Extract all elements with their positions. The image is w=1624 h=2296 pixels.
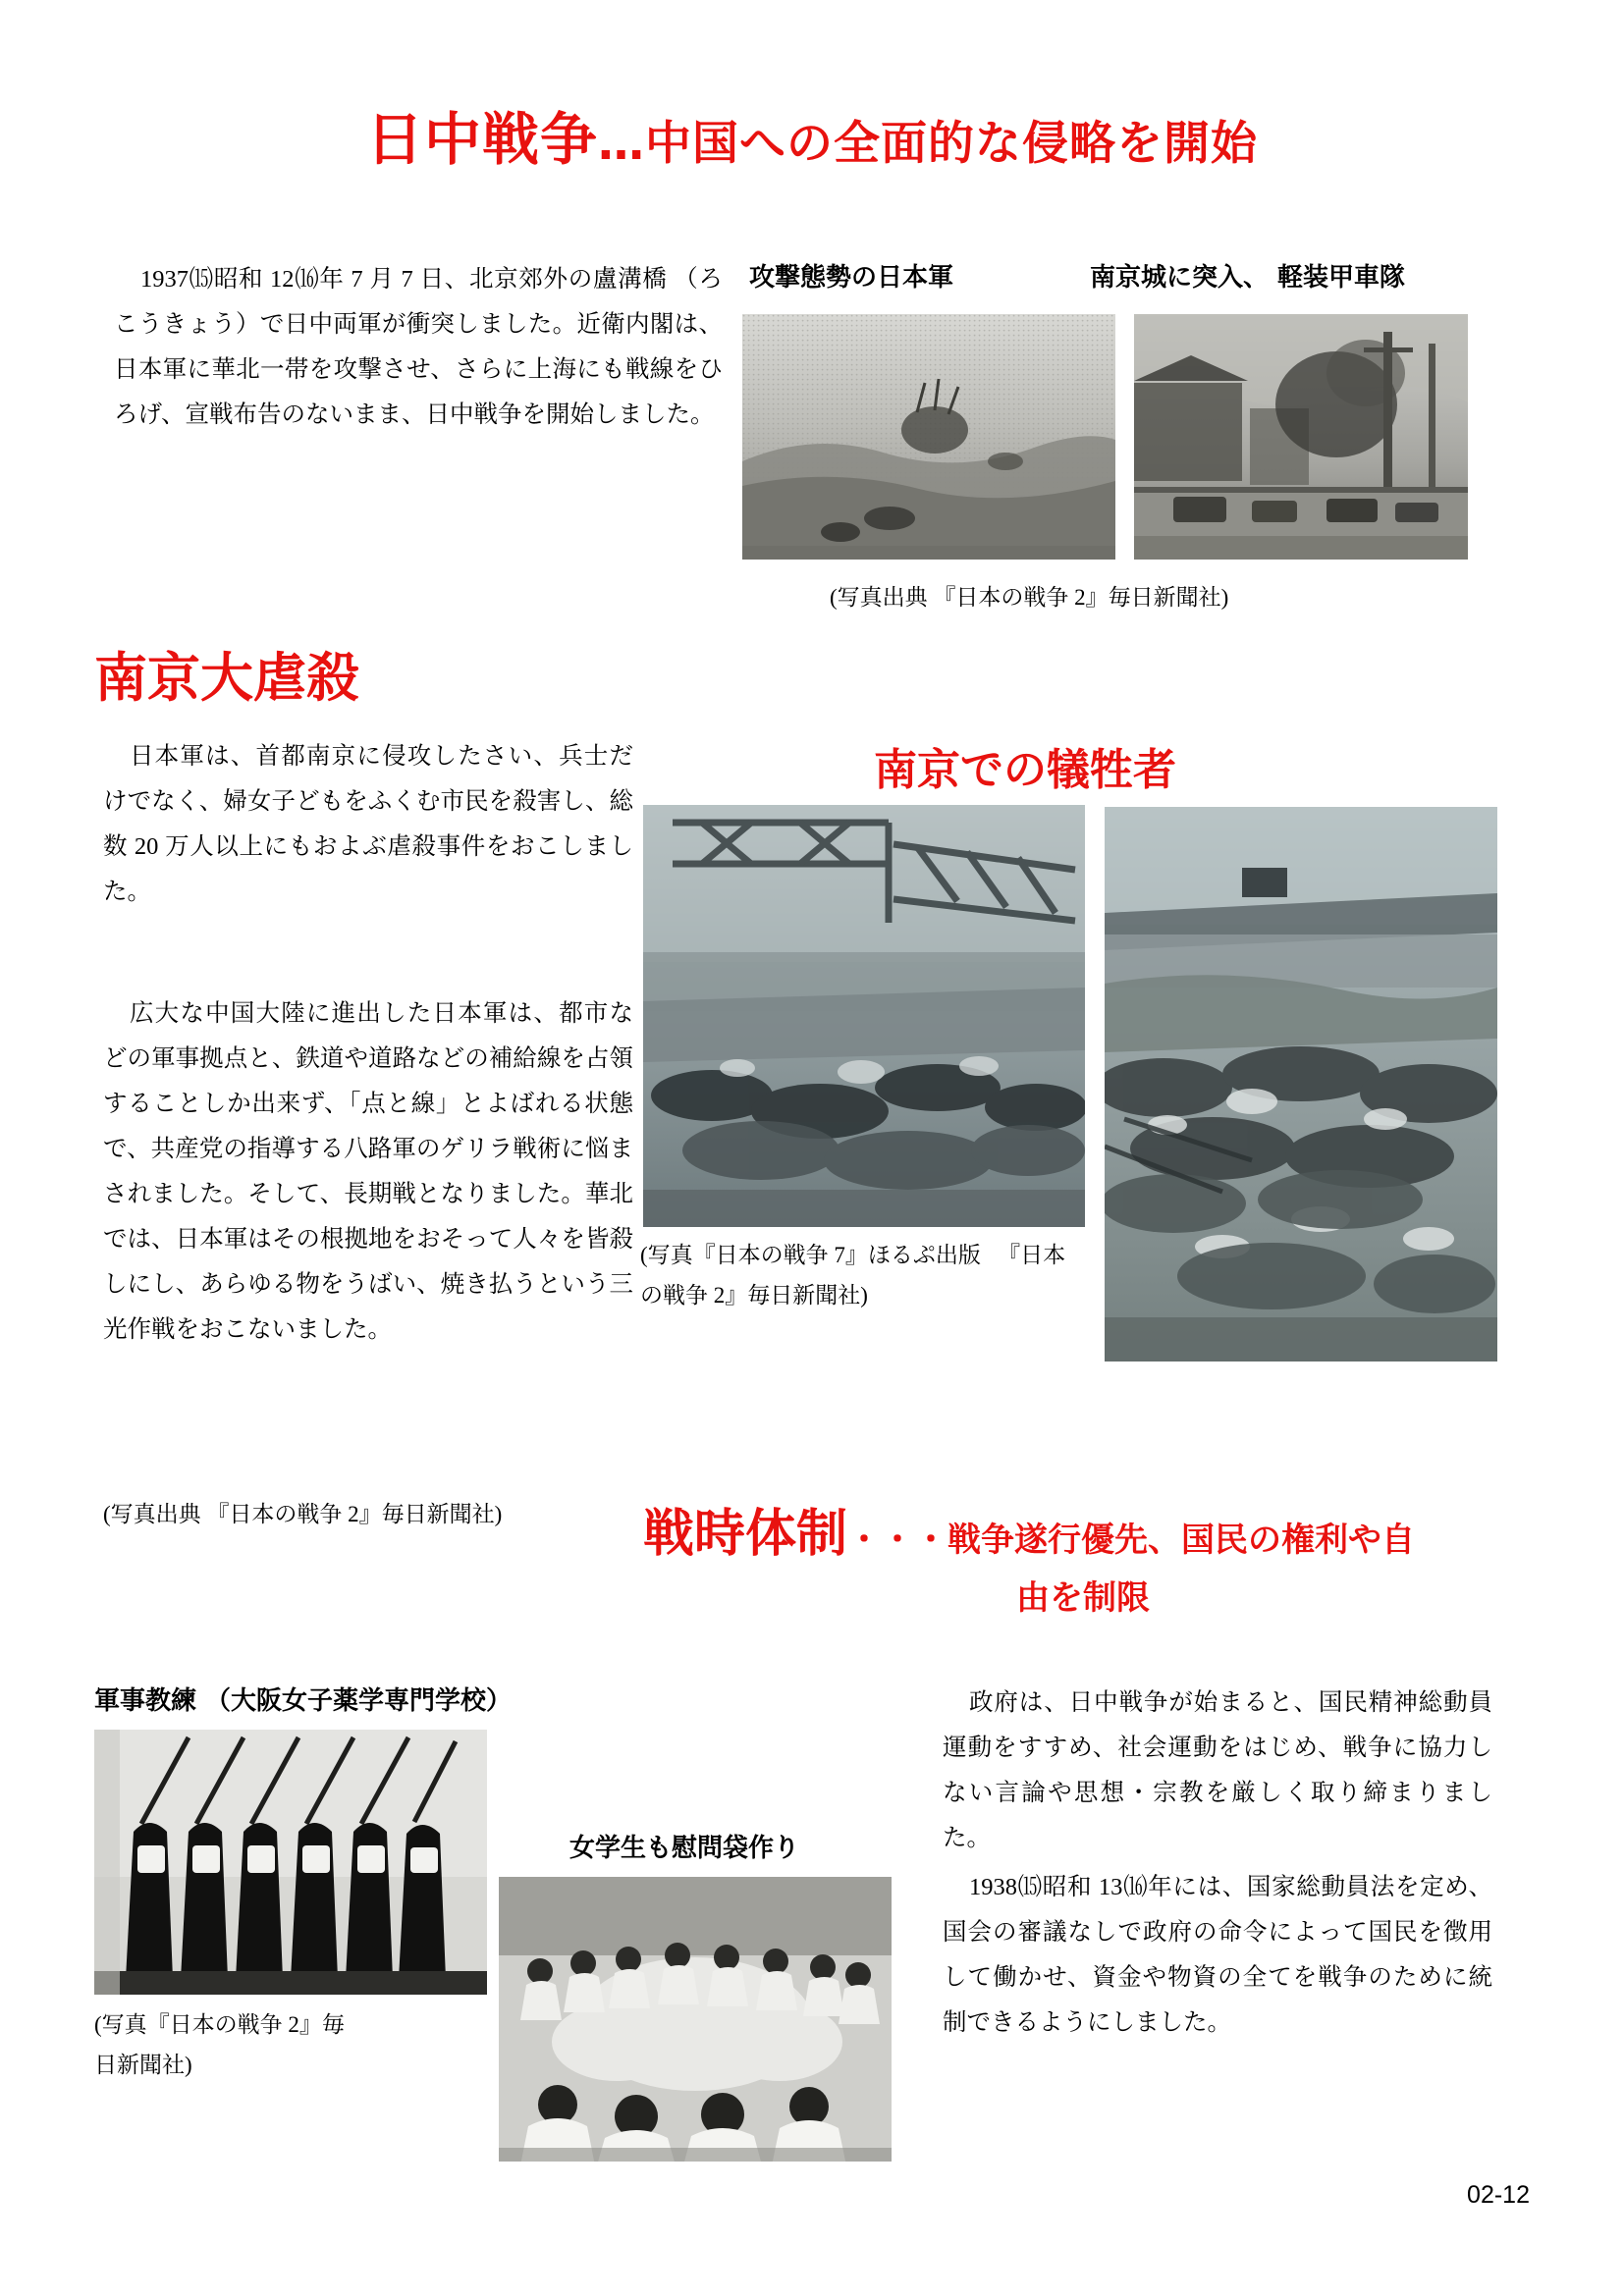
heading-nanjing-victims: 南京での犠牲者 [874,745,1176,795]
photo-nanjing-victims-right-image [1105,807,1497,1362]
page-title [0,93,1624,176]
label-students-comfort-bags: 女学生も慰問袋作り [569,1834,800,1863]
photo-nanjing-victims-left [643,805,1085,1227]
photo-attack-formation [742,314,1115,560]
heading-wartime-sub-line2: 由を制限 [1016,1578,1150,1618]
nanjing-paragraph-2 [103,991,633,1353]
label-military-drill: 軍事教練 （大阪女子薬学専門学校） [94,1686,513,1716]
heading-wartime-main: 戦時体制 [643,1505,848,1564]
page-title-main: 日中戦争 [365,106,598,173]
photo-nanjing-entry [1134,314,1468,560]
photo-military-drill-image [94,1730,487,1995]
label-nanjing-entry: 南京城に突入、 軽装甲車隊 [1090,263,1406,293]
credit-top-photos: (写真出典 『日本の戦争 2』毎日新聞社) [830,585,1229,610]
wartime-paragraph-2-text: 1938⒂昭和 13⒃年には、国家総動員法を定め、国会の審議なしで政府の命令によって国民を徴用して働かせ、資金や物資の全てを戦争のために統制できるようにしました。 [943,1874,1492,2036]
photo-students-comfort-bags [499,1877,892,2162]
wartime-paragraph-1-text: 政府は、日中戦争が始まると、国民精神総動員運動をすすめ、社会運動をはじめ、戦争に協力しない言論や思想・宗教を厳しく取り締まりました。 [943,1689,1492,1851]
wartime-paragraph-2 [943,1865,1492,2046]
intro-paragraph [114,257,723,438]
page-number: 02-12 [1467,2181,1530,2209]
label-attack-formation: 攻撃態勢の日本軍 [749,263,954,293]
nanjing-paragraph-1 [103,734,633,915]
intro-text: 1937⒂昭和 12⒃年 7 月 7 日、北京郊外の盧溝橋 （ろこうきょう）で日中両軍が衝突しました。近衛内閣は、日本軍に華北一帯を攻撃させ、さらに上海にも戦線をひろげ、宣戦布告のないまま、日中戦争を開始しました。 [114,266,723,428]
credit-nanjing-photos: (写真『日本の戦争 7』ほるぷ出版 『日本の戦争 2』毎日新聞社) [640,1243,1066,1308]
heading-nanjing-massacre: 南京大虐殺 [94,647,359,709]
photo-attack-formation-image [742,314,1115,560]
photo-military-drill [94,1730,487,1995]
photo-nanjing-entry-image [1134,314,1468,560]
photo-nanjing-victims-right [1105,807,1497,1362]
credit-nanjing-left: (写真出典 『日本の戦争 2』毎日新聞社) [103,1502,503,1526]
photo-students-comfort-bags-image [499,1877,892,2162]
nanjing-paragraph-2-text: 広大な中国大陸に進出した日本軍は、都市などの軍事拠点と、鉄道や道路などの補給線を占領することしか出来ず、「点と線」とよばれる状態で、共産党の指導する八路軍のゲリラ戦術に悩まされました。そして、長期戦となりました。華北では、日本軍はその根拠地をおそって人々を皆殺しにし、あらゆる物をうばい、焼き払うという三光作戦をおこないました。 [103,1000,633,1343]
credit-military-drill: (写真『日本の戦争 2』毎日新聞社) [94,2012,345,2077]
wartime-paragraph-1 [943,1681,1492,1861]
page-title-dots: … [598,117,645,171]
photo-nanjing-victims-left-image [643,805,1085,1227]
heading-wartime-sub-line1: 戦争遂行優先、国民の権利や自 [947,1521,1416,1560]
heading-wartime-dots: ・・・ [847,1521,948,1560]
page-title-sub: 中国への全面的な侵略を開始 [645,117,1258,171]
heading-wartime-system [643,1492,1415,1566]
nanjing-paragraph-1-text: 日本軍は、首都南京に侵攻したさい、兵士だけでなく、婦女子どもをふくむ市民を殺害し、総数 20 万人以上にもおよぶ虐殺事件をおこしました。 [103,743,633,905]
